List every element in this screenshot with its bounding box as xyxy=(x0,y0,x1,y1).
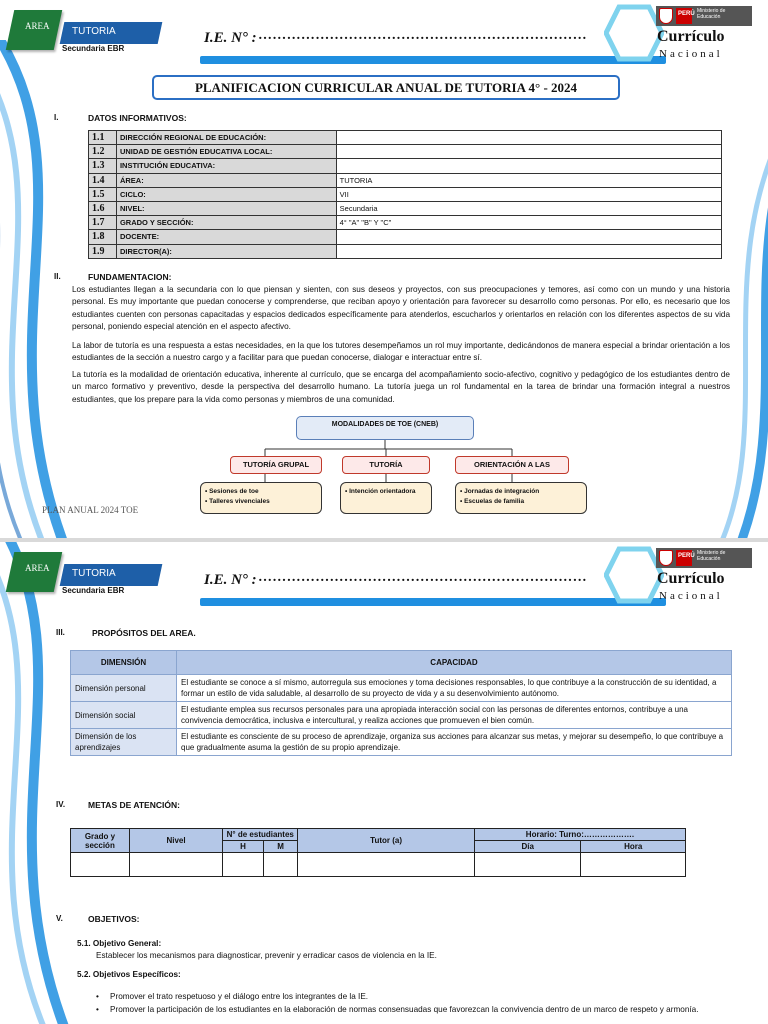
table-header: Nivel xyxy=(129,829,222,853)
table-header: Día xyxy=(474,841,581,853)
table-row xyxy=(71,675,732,702)
diagram-item: • Jornadas de integración xyxy=(460,487,582,497)
table-header: DIMENSIÓN xyxy=(71,651,177,675)
info-label: DIRECCIÓN REGIONAL DE EDUCACIÓN: xyxy=(116,131,336,145)
paragraph: La labor de tutoría es una respuesta a estas necesidades, en la que los tutores desempeñamos un rol muy importante, dedicándonos de manera especial a brindar orientación a los estudiantes de la sección a nuestro cargo y a facilitar para que puedan conocerse, dialogar e interactuar entre sí. xyxy=(72,341,730,363)
info-label: NIVEL: xyxy=(116,201,336,215)
objective-bullet-icon: • xyxy=(96,1005,99,1014)
document-title: PLANIFICACION CURRICULAR ANUAL DE TUTORIA 4° - 2024 xyxy=(152,75,620,100)
objective-specific-item: Promover la participación de los estudiantes en la elaboración de normas consensuadas que favorezcan la convivencia dentro de un marco de respeto y armonía. xyxy=(110,1005,699,1014)
info-number: 1.7 xyxy=(89,216,117,230)
header-blue-bar xyxy=(200,598,666,606)
logo-nacional: Nacional xyxy=(659,48,723,60)
area-title: TUTORIA xyxy=(72,26,116,37)
logo-ministry: Ministerio de Educación xyxy=(697,550,726,562)
info-label: DOCENTE: xyxy=(116,230,336,244)
section-number: V. xyxy=(56,914,63,923)
goals-table xyxy=(70,828,686,877)
table-header: N° de estudiantes xyxy=(223,829,298,841)
area-label: AREA xyxy=(25,21,50,31)
section-number: III. xyxy=(56,628,65,637)
info-label: GRADO Y SECCIÓN: xyxy=(116,216,336,230)
table-cell xyxy=(223,853,264,877)
objective-general-label: 5.1. Objetivo General: xyxy=(77,939,162,948)
area-title: TUTORIA xyxy=(72,568,116,579)
objective-specific-label: 5.2. Objetivos Específicos: xyxy=(77,970,181,979)
logo-country: PERÚ xyxy=(678,553,695,559)
section-number: II. xyxy=(54,272,61,281)
section-title: OBJETIVOS: xyxy=(88,914,140,924)
area-subtitle: Secundaria EBR xyxy=(62,44,125,53)
section-title: DATOS INFORMATIVOS: xyxy=(88,113,187,123)
table-header: Horario: Turno:………………. xyxy=(474,829,685,841)
diagram-item: • Escuelas de familia xyxy=(460,497,582,507)
table-header: H xyxy=(223,841,264,853)
table-header: Grado y sección xyxy=(71,829,130,853)
table-row xyxy=(71,702,732,729)
info-number: 1.2 xyxy=(89,145,117,159)
info-number: 1.5 xyxy=(89,187,117,201)
area-subtitle: Secundaria EBR xyxy=(62,586,125,595)
capacity-cell: El estudiante es consciente de su proceso de aprendizaje, organiza sus acciones para alcanzar sus metas, y mejorar su desempeño, lo que contribuye a que gradualmente asuma la gestión de su propio aprendizaje. xyxy=(177,729,732,756)
objective-general-text: Establecer los mecanismos para diagnosticar, prevenir y erradicar casos de violencia en la IE. xyxy=(96,951,437,960)
diagram-item: • Sesiones de toe xyxy=(205,487,317,497)
section-title: PROPÓSITOS DEL AREA. xyxy=(92,628,196,638)
dimension-cell: Dimensión social xyxy=(71,702,177,729)
info-value: Secundaria xyxy=(336,201,721,215)
dimension-cell: Dimensión personal xyxy=(71,675,177,702)
info-number: 1.9 xyxy=(89,244,117,258)
capacity-cell: El estudiante se conoce a sí mismo, autorregula sus emociones y toma decisiones responsables, lo que contribuye a la construcción de su identidad, a formar un estilo de vida saludable, al desarrollo de su proyecto de vida y a su desenvolvimiento autónomo. xyxy=(177,675,732,702)
diagram-item: • Talleres vivenciales xyxy=(205,497,317,507)
section-number: I. xyxy=(54,113,59,122)
info-label: ÁREA: xyxy=(116,173,336,187)
info-label: INSTITUCIÓN EDUCATIVA: xyxy=(116,159,336,173)
info-label: UNIDAD DE GESTIÓN EDUCATIVA LOCAL: xyxy=(116,145,336,159)
diagram-category: TUTORÍA GRUPAL xyxy=(230,456,322,474)
table-cell xyxy=(263,853,298,877)
info-value: 4° "A" "B" Y "C" xyxy=(336,216,721,230)
dimension-cell: Dimensión de los aprendizajes xyxy=(71,729,177,756)
table-cell xyxy=(474,853,581,877)
logo-curriculo: Currículo xyxy=(657,28,725,45)
table-header: Tutor (a) xyxy=(298,829,475,853)
document-page-2 xyxy=(0,542,768,1024)
capacity-cell: El estudiante emplea sus recursos personales para una apropiada interacción social con las personas de diferentes entornos, contribuye a una convivencia democrática, inclusiva e intercultural, y realiza acciones que promueven el bien común. xyxy=(177,702,732,729)
area-label: AREA xyxy=(25,563,50,573)
diagram-category: ORIENTACIÓN A LAS xyxy=(455,456,569,474)
logo-nacional: Nacional xyxy=(659,590,723,602)
info-number: 1.1 xyxy=(89,131,117,145)
info-number: 1.6 xyxy=(89,201,117,215)
diagram-item: • Intención orientadora xyxy=(345,487,427,497)
section-number: IV. xyxy=(56,800,66,809)
ie-label: I.E. N° : xyxy=(204,572,257,588)
hexagon-decoration-icon xyxy=(604,546,664,604)
ie-dots: …………………………………………………………… xyxy=(258,570,587,585)
table-row xyxy=(71,729,732,756)
info-number: 1.4 xyxy=(89,173,117,187)
logo-country: PERÚ xyxy=(678,11,695,17)
table-cell xyxy=(581,853,686,877)
info-number: 1.8 xyxy=(89,230,117,244)
diagram-category: TUTORÍA xyxy=(342,456,430,474)
decorative-wave-left xyxy=(0,542,90,1024)
table-header: Hora xyxy=(581,841,686,853)
diagram-root: MODALIDADES DE TOE (CNEB) xyxy=(296,416,474,440)
objective-specific-item: Promover el trato respetuoso y el diálogo entre los integrantes de la IE. xyxy=(110,992,369,1001)
paragraph: Los estudiantes llegan a la secundaria con lo que piensan y sienten, con sus deseos y proyectos, con sus preocupaciones y temores, así como con un mundo y una historia personal. Es muy importante que puedan conocerse y comprenderse, que reciban apoyo y orientación para favorecer su desarrollo como personas. Por ello, es necesario que los estudiantes cuenten con personas capacitadas y espacios dedicados específicamente para atenderlos, escucharlos y orientarlos en relación con los diferentes aspectos de su vida personal, poniendo especial atención en el aspecto afectivo. xyxy=(72,285,730,332)
table-header: M xyxy=(263,841,298,853)
ie-dots: …………………………………………………………… xyxy=(258,28,587,43)
table-header: CAPACIDAD xyxy=(177,651,732,675)
logo-curriculo: Currículo xyxy=(657,570,725,587)
page-footer: PLAN ANUAL 2024 TOE xyxy=(42,505,139,515)
table-cell xyxy=(71,853,130,877)
purposes-table xyxy=(70,650,732,756)
info-number: 1.3 xyxy=(89,159,117,173)
section-title: FUNDAMENTACION: xyxy=(88,272,172,282)
table-row xyxy=(71,853,686,877)
diagram-item-box xyxy=(340,482,432,514)
info-label: DIRECTOR(A): xyxy=(116,244,336,258)
section-title: METAS DE ATENCIÓN: xyxy=(88,800,180,810)
objective-bullet-icon: • xyxy=(96,992,99,1001)
ie-label: I.E. N° : xyxy=(204,30,257,46)
info-label: CICLO: xyxy=(116,187,336,201)
table-cell xyxy=(298,853,475,877)
diagram-item-box xyxy=(455,482,587,514)
info-value: VII xyxy=(336,187,721,201)
diagram-item-box xyxy=(200,482,322,514)
table-cell xyxy=(129,853,222,877)
peru-shield-icon xyxy=(659,550,673,566)
logo-ministry: Ministerio de Educación xyxy=(697,8,726,20)
paragraph: La tutoría es la modalidad de orientación educativa, inherente al currículo, que se encarga del acompañamiento socio-afectivo, cognitivo y pedagógico de los estudiantes dentro de un marco formativo y preventivo, desde la perspectiva del desarrollo humano. La tutoría juega un rol fundamental en la tarea de brindar una formación integral a nuestros estudiantes, que los prepare para la vida como personas y miembros de una comunidad. xyxy=(72,370,730,404)
info-value: TUTORIA xyxy=(336,173,721,187)
